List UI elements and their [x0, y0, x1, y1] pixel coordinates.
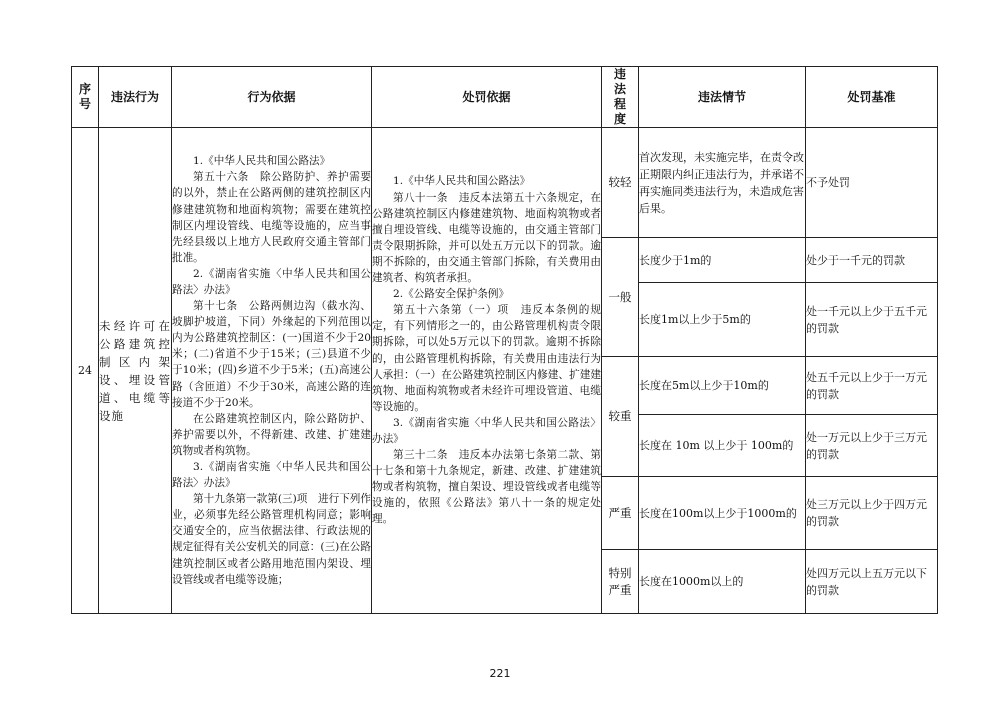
header-act: 违法行为	[99, 67, 172, 128]
situation-cell: 长度在 10m 以上少于 100m的	[639, 415, 806, 477]
table-row	[72, 128, 938, 238]
header-situation: 违法情节	[639, 67, 806, 128]
penalty-table	[71, 66, 938, 614]
basis-para: 第五十六条 除公路防护、养护需要的以外，禁止在公路两侧的建筑控制区内修建建筑物和地面构筑物；需要在建筑控制区内埋设管线、电缆等设施的，应当事先经县级以上地方人民政府交通主管部门批准。	[172, 171, 371, 264]
situation-cell: 长度少于1m的	[639, 238, 806, 283]
penalty-para: 第八十一条 违反本法第五十六条规定，在公路建筑控制区内修建建筑物、地面构筑物或者擅自埋设管线、电缆等设施的，由交通主管部门责令限期拆除，并可以处五万元以下的罚款。逾期不拆除的，由交通主管部门拆除，有关费用由建筑者、构筑者承担。	[372, 191, 601, 285]
row-act: 未经许可在公路建筑控制区内架设、埋设管道、电缆等设施	[99, 128, 172, 614]
situation-cell: 长度在100m以上少于1000m的	[639, 477, 806, 550]
situation-cell: 长度在5m以上少于10m的	[639, 357, 806, 415]
degree-cell: 较重	[602, 357, 639, 477]
penalty-para: 第三十二条 违反本办法第七条第二款、第十七条和第十九条规定，新建、改建、扩建建筑物或者构筑物，擅自架设、埋设管线或者电缆等设施的，依照《公路法》第八十一条的规定处理。	[372, 449, 601, 526]
situation-cell: 长度1m以上少于5m的	[639, 283, 806, 357]
penalty-para: 2.《公路安全保护条例》	[393, 288, 510, 301]
standard-cell: 处一万元以上少于三万元的罚款	[806, 415, 938, 477]
basis-para: 1.《中华人民共和国公路法》	[193, 155, 331, 168]
basis-para: 第十七条 公路两侧边沟（截水沟、坡脚护坡道，下同）外缘起的下列范围以内为公路建筑控制区：(一)国道不少于20米；(二)省道不少于15米；(三)县道不少于10米；(四)乡道不少于5米；(五)高速公路（含匝道）不少于30米，高速公路的连接道不少于20米。	[172, 300, 371, 409]
standard-cell: 处四万元以上五万元以下的罚款	[806, 550, 938, 614]
degree-cell: 一般	[602, 238, 639, 357]
row-basis	[172, 128, 372, 614]
degree-cell: 特别严重	[602, 550, 639, 614]
standard-cell: 处五千元以上少于一万元的罚款	[806, 357, 938, 415]
page-number: 221	[489, 667, 511, 680]
header-standard: 处罚基准	[806, 67, 938, 128]
basis-para: 在公路建筑控制区内，除公路防护、养护需要以外，不得新建、改建、扩建建筑物或者构筑物。	[172, 412, 371, 457]
standard-cell: 处一千元以上少于五千元的罚款	[806, 283, 938, 357]
basis-para: 3.《湖南省实施〈中华人民共和国公路法〉办法》	[172, 461, 371, 490]
header-penalty: 处罚依据	[372, 67, 602, 128]
penalty-para: 第五十六条第（一）项 违反本条例的规定，有下列情形之一的，由公路管理机构责令限期拆除，可以处5万元以下的罚款。逾期不拆除的，由公路管理机构拆除，有关费用由违法行为人承担：（一）在公路建筑控制区内修建、扩建建筑物、地面构筑物或者未经许可埋设管道、电缆等设施的。	[372, 304, 601, 413]
degree-cell: 严重	[602, 477, 639, 550]
header-row	[72, 67, 938, 128]
row-seq: 24	[72, 128, 99, 614]
header-seq: 序号	[72, 67, 99, 128]
penalty-para: 1.《中华人民共和国公路法》	[393, 175, 531, 188]
situation-cell: 首次发现，未实施完毕，在责令改正期限内纠正违法行为，并承诺不再实施同类违法行为，未造成危害后果。	[639, 128, 806, 238]
situation-cell: 长度在1000m以上的	[639, 550, 806, 614]
row-penalty	[372, 128, 602, 614]
standard-cell: 处少于一千元的罚款	[806, 238, 938, 283]
header-basis: 行为依据	[172, 67, 372, 128]
header-degree: 违法程度	[602, 67, 639, 128]
basis-para: 2.《湖南省实施〈中华人民共和国公路法〉办法》	[172, 267, 371, 296]
basis-para: 第十九条第一款第(三)项 进行下列作业，必须事先经公路管理机构同意；影响交通安全的，应当依据法律、行政法规的规定征得有关公安机关的同意：(三)在公路建筑控制区或者公路用地范围内架设、埋设管线或者电缆等设施；	[172, 493, 371, 586]
penalty-para: 3.《湖南省实施〈中华人民共和国公路法〉办法》	[372, 416, 601, 445]
standard-cell: 处三万元以上少于四万元的罚款	[806, 477, 938, 550]
standard-cell: 不予处罚	[806, 128, 938, 238]
degree-cell: 较轻	[602, 128, 639, 238]
